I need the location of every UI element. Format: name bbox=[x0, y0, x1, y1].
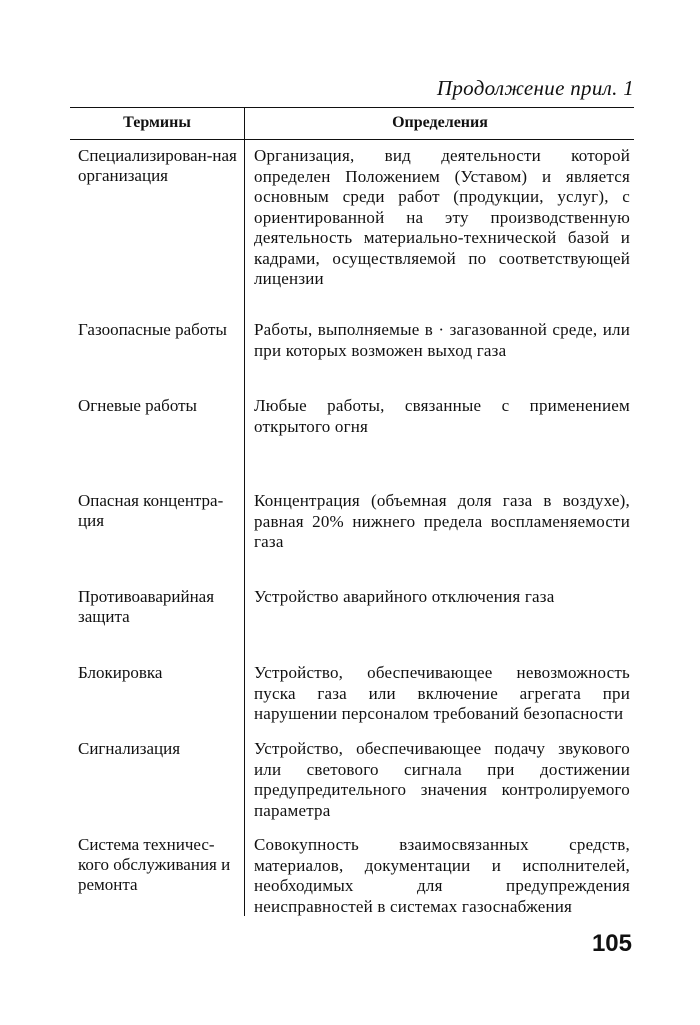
term-cell: Газоопасные работы bbox=[78, 320, 227, 339]
header-bottom-rule bbox=[70, 139, 634, 140]
term-cell: Опасная концентра-ция bbox=[78, 491, 224, 530]
term-cell: Сигнализация bbox=[78, 739, 181, 758]
definition-cell: Устройство, обеспечивающее невозможность пуска газа или включение агрегата при нарушении персоналом требований безопасности bbox=[254, 663, 630, 723]
running-head: Продолжение прил. 1 bbox=[436, 76, 634, 100]
term-cell: Огневые работы bbox=[78, 396, 197, 415]
definition-cell: Работы, выполняемые в · загазованной среде, или при которых возможен выход газа bbox=[254, 320, 630, 360]
term-cell: Система техничес-кого обслуживания и ремонта bbox=[78, 835, 231, 894]
definition-cell: Устройство, обеспечивающее подачу звукового или светового сигнала при достижении предупредительного значения контролируемого параметра bbox=[254, 739, 630, 820]
definition-cell: Любые работы, связанные с применением открытого огня bbox=[254, 396, 630, 436]
term-cell: Противоаварийная защита bbox=[78, 587, 215, 626]
table-top-rule bbox=[70, 107, 634, 108]
term-cell: Блокировка bbox=[78, 663, 163, 682]
definition-cell: Концентрация (объемная доля газа в воздухе), равная 20% нижнего предела воспламеняемости газа bbox=[254, 491, 630, 551]
term-cell: Специализирован-ная организация bbox=[78, 146, 237, 185]
column-divider bbox=[244, 107, 245, 916]
page-number: 105 bbox=[591, 930, 632, 957]
header-terms: Термины bbox=[123, 114, 191, 131]
definition-cell: Устройство аварийного отключения газа bbox=[254, 587, 555, 606]
header-definitions: Определения bbox=[392, 114, 488, 131]
definition-cell: Совокупность взаимосвязанных средств, материалов, документации и исполнителей, необходимых для предупреждения неисправностей в системах газоснабжения bbox=[254, 835, 630, 916]
definition-cell: Организация, вид деятельности которой определен Положением (Уставом) и является основным среди работ (продукции, услуг), с ориентированной на эту производственную деятельность материально-технической базой и кадрами, осуществляемой по соответствующей лицензии bbox=[254, 146, 630, 288]
